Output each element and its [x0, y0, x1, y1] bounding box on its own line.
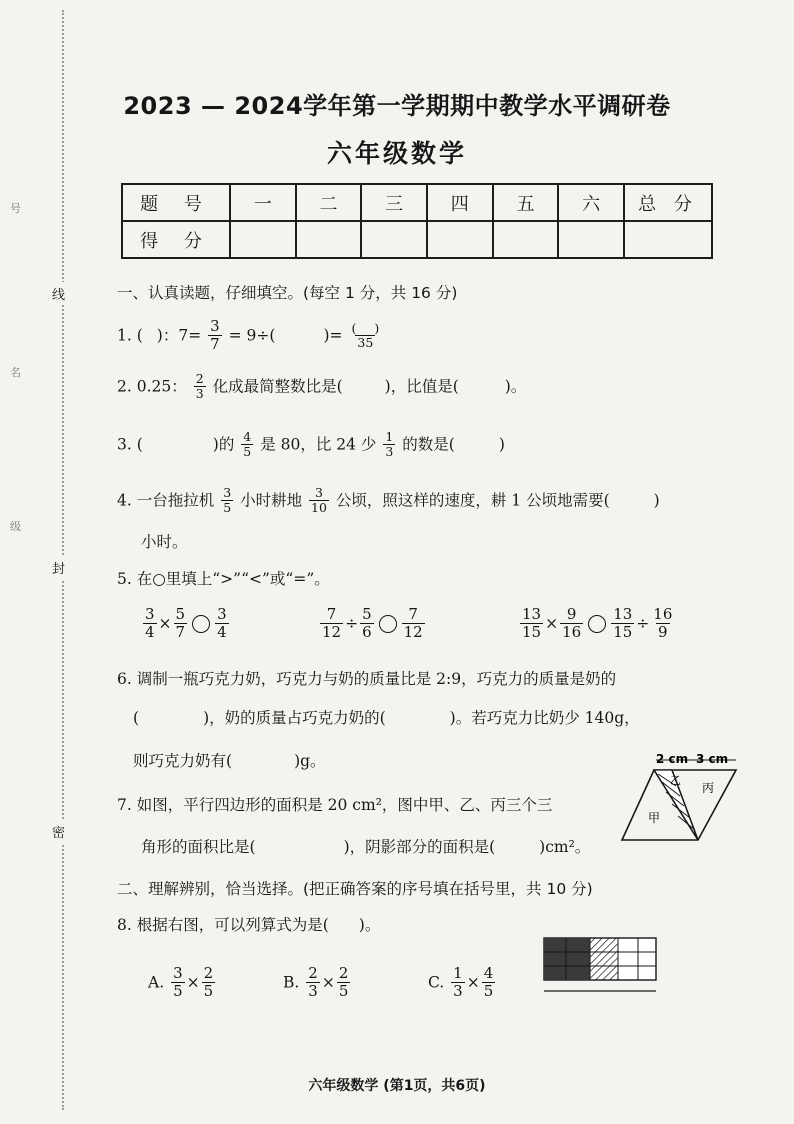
margin-mark: 号 — [10, 202, 21, 215]
fraction: $\frac{1}{3}$ — [385, 429, 394, 459]
question-3: 3. ( )的 $\frac{4}{5}$ 是 80，比 24 少 $\frac{1}{3}$ 的数是( ) — [117, 429, 505, 459]
score-table-total: 总 分 — [624, 184, 712, 221]
score-cell[interactable] — [230, 221, 296, 258]
score-table — [121, 183, 713, 259]
score-table-score-row — [122, 221, 712, 258]
compare-expression-1: $\frac{3}{4}$ × $\frac{5}{7}$ $\frac{3}{4}$ — [145, 605, 227, 641]
fraction: $\frac{3}{7}$ — [210, 317, 220, 353]
label-jia: 甲 — [648, 811, 661, 825]
fraction: $\frac{3}{5}$ — [223, 485, 232, 515]
label-bing: 丙 — [702, 781, 715, 795]
margin-mark: 名 — [10, 366, 21, 379]
fraction-blank[interactable]: $\frac{( )}{35}$ — [351, 320, 380, 351]
q-number: 7. — [117, 796, 132, 814]
margin-char-xian: 线 — [52, 282, 65, 305]
score-table-col: 一 — [230, 184, 296, 221]
question-2: 2. 0.25： $\frac{2}{3}$ 化成最简整数比是( )，比值是( )。 — [117, 371, 527, 401]
question-7-line2: 角形的面积比是( )，阴影部分的面积是( )cm²。 — [141, 838, 591, 856]
score-table-col: 四 — [427, 184, 493, 221]
exam-title: 2023 — 2024学年第一学期期中教学水平调研卷 — [123, 92, 671, 120]
fraction: $\frac{3}{10}$ — [311, 485, 327, 515]
question-4-line2: 小时。 — [141, 533, 188, 551]
question-8: 8. 根据右图，可以列算式为是( )。 — [117, 916, 381, 934]
fraction: $\frac{2}{3}$ — [195, 371, 204, 401]
q-number: 4. — [117, 491, 132, 510]
question-4: 4. 一台拖拉机 $\frac{3}{5}$ 小时耕地 $\frac{3}{10}$ 公顷，照这样的速度，耕 1 公顷地需要( ) — [117, 485, 660, 515]
question-5: 5. 在○里填上“>”“<”或“=”。 — [117, 570, 330, 588]
score-cell[interactable] — [493, 221, 559, 258]
compare-circle[interactable] — [588, 615, 606, 633]
question-1: 1. ( )：7= $\frac{3}{7}$ = 9÷( )= $\frac{( )}{35}$ — [117, 317, 380, 353]
score-table-col: 六 — [558, 184, 624, 221]
score-table-header-row — [122, 184, 712, 221]
page-footer: 六年级数学 (第1页，共6页) — [308, 1078, 486, 1094]
label-yi: 乙 — [670, 774, 681, 787]
exam-subtitle: 六年级数学 — [326, 139, 467, 168]
section2-heading: 二、理解辨别，恰当选择。(把正确答案的序号填在括号里，共 10 分) — [117, 880, 593, 898]
section1-heading: 一、认真读题，仔细填空。(每空 1 分，共 16 分) — [117, 284, 458, 302]
score-cell[interactable] — [361, 221, 427, 258]
option-C[interactable]: C. $\frac{1}{3}$ × $\frac{4}{5}$ — [428, 964, 494, 1000]
q-number: 1. — [117, 326, 132, 345]
margin-char-mi: 密 — [52, 820, 65, 843]
option-B[interactable]: B. $\frac{2}{3}$ × $\frac{2}{5}$ — [283, 964, 349, 1000]
margin-char-feng: 封 — [52, 556, 65, 579]
compare-circle[interactable] — [379, 615, 397, 633]
compare-expression-2: $\frac{7}{12}$ ÷ $\frac{5}{6}$ $\frac{7}{12}$ — [322, 605, 423, 641]
score-cell[interactable] — [624, 221, 712, 258]
margin-mark: 级 — [10, 520, 21, 533]
score-table-col: 三 — [361, 184, 427, 221]
length-label-2cm: 2 cm — [656, 752, 689, 766]
option-A[interactable]: A. $\frac{3}{5}$ × $\frac{2}{5}$ — [148, 964, 214, 1000]
score-cell[interactable] — [427, 221, 493, 258]
compare-circle[interactable] — [192, 615, 210, 633]
q-number: 6. — [117, 670, 132, 688]
question-6-line3: 则巧克力奶有( )g。 — [133, 752, 326, 770]
fraction: $\frac{4}{5}$ — [243, 429, 252, 459]
compare-expression-3: $\frac{13}{15}$ × $\frac{9}{16}$ $\frac{13}{15}$ ÷ $\frac{16}{9}$ — [522, 605, 673, 641]
length-label-3cm: 3 cm — [696, 752, 729, 766]
dark-region — [544, 938, 590, 980]
score-table-col: 五 — [493, 184, 559, 221]
question-6: 6. 调制一瓶巧克力奶，巧克力与奶的质量比是 2:9，巧克力的质量是奶的 — [117, 670, 617, 688]
q-number: 5. — [117, 570, 132, 588]
question-7: 7. 如图，平行四边形的面积是 20 cm²，图中甲、乙、丙三个三 — [117, 796, 553, 814]
q-number: 2. — [117, 377, 132, 396]
score-table-label: 得 分 — [122, 221, 230, 258]
score-table-label: 题 号 — [122, 184, 230, 221]
question-6-line2: ( )，奶的质量占巧克力奶的( )。若巧克力比奶少 140g， — [133, 709, 640, 727]
q-number: 3. — [117, 435, 132, 454]
score-table-col: 二 — [296, 184, 362, 221]
score-cell[interactable] — [558, 221, 624, 258]
fraction-grid-figure — [542, 934, 660, 996]
parallelogram-figure — [618, 752, 744, 848]
q-number: 8. — [117, 916, 132, 934]
score-cell[interactable] — [296, 221, 362, 258]
